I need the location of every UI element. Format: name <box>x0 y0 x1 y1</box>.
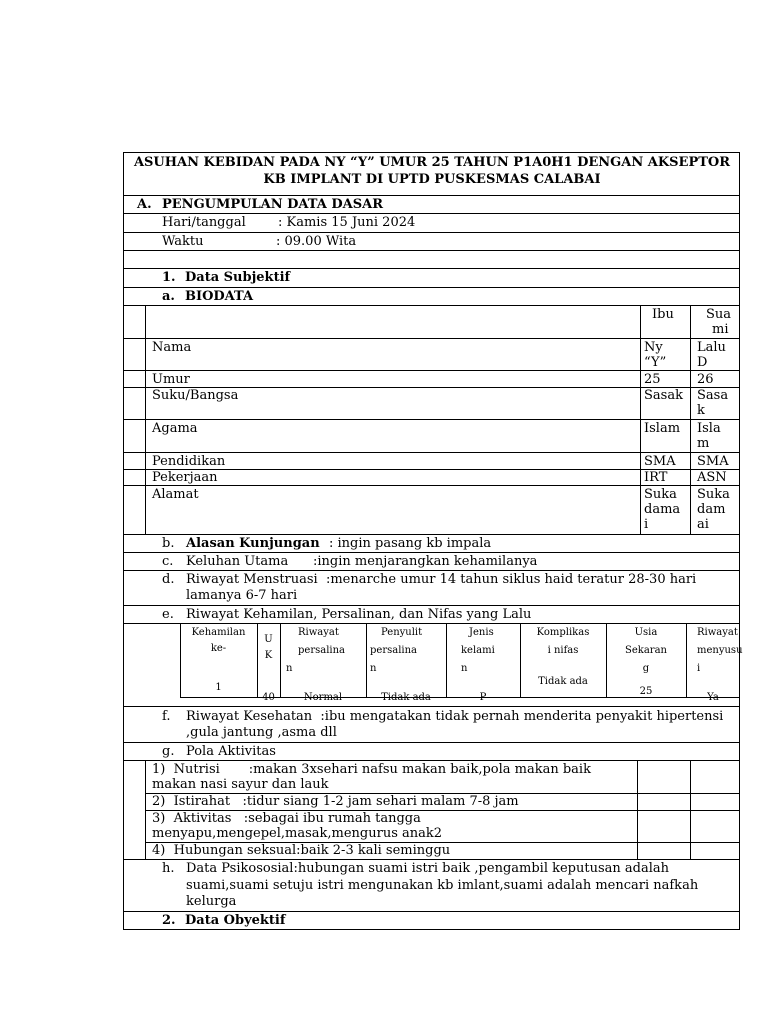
header-line: K <box>264 650 273 661</box>
menstruasi-marker: d. <box>162 572 175 587</box>
biodata-col-line <box>690 305 691 534</box>
row-line <box>123 419 740 420</box>
header-line: n <box>286 663 293 674</box>
psikososial-marker: h. <box>162 861 175 876</box>
menstruasi-line1: Riwayat Menstruasi :menarche umur 14 tahun siklus haid teratur 28-30 hari <box>186 572 697 587</box>
row-line <box>123 859 740 860</box>
row-line <box>123 929 740 930</box>
biodata-suami: m <box>697 436 710 451</box>
kehamilan-cell: Tidak ada <box>381 692 431 703</box>
alasan-value: : ingin pasang kb impala <box>329 536 492 551</box>
obyektif-heading: Data Obyektif <box>185 913 286 928</box>
subjektif-marker: 1. <box>162 270 176 285</box>
biodata-label: Agama <box>152 421 198 436</box>
biodata-col-suami: Sua <box>706 307 732 322</box>
kehamilan-header-uk <box>257 634 280 662</box>
header-line: U <box>264 634 273 645</box>
biodata-label: Umur <box>152 372 190 387</box>
row-line <box>123 338 740 339</box>
kehamilan-header-komplikasi <box>522 627 604 657</box>
row-line <box>123 742 740 743</box>
kehamilan-cell: P <box>479 692 487 703</box>
header-line: persalina <box>370 645 417 656</box>
waktu-label: Waktu <box>162 234 204 249</box>
biodata-ibu: SMA <box>644 454 676 469</box>
keluhan-marker: c. <box>162 554 174 569</box>
biodata-ibu: Suka <box>644 487 677 502</box>
header-line: Kehamilan <box>191 627 246 638</box>
header-line: Usia <box>634 627 658 638</box>
biodata-label: Suku/Bangsa <box>152 388 239 403</box>
biodata-ibu: i <box>644 517 649 532</box>
header-line: ke- <box>210 643 227 654</box>
kehamilan-cell: 25 <box>639 686 653 697</box>
header-line: menyusu <box>697 645 743 656</box>
row-line <box>123 570 740 571</box>
row-line <box>123 268 740 269</box>
biodata-marker: a. <box>162 289 175 304</box>
row-line <box>123 623 740 624</box>
row-line <box>123 232 740 233</box>
biodata-label: Pekerjaan <box>152 470 218 485</box>
biodata-suami: Lalu <box>697 340 726 355</box>
row-line <box>123 287 740 288</box>
document-title: ASUHAN KEBIDAN PADA NY “Y” UMUR 25 TAHUN P1A0H1 DENGAN AKSEPTOR KB IMPLANT DI UPTD PUSKESMAS CALABAI <box>133 155 731 187</box>
header-line: i <box>697 663 701 674</box>
biodata-suami: dam <box>697 502 726 517</box>
biodata-label: Pendidikan <box>152 454 226 469</box>
pola-item: 1) Nutrisi :makan 3xsehari nafsu makan baik,pola makan baik <box>152 762 591 777</box>
biodata-suami: D <box>697 355 708 370</box>
psikososial-line: Data Psikososial:hubungan suami istri baik ,pengambil keputusan adalah <box>186 861 670 876</box>
kesehatan-line1: Riwayat Kesehatan :ibu mengatakan tidak pernah menderita penyakit hipertensi <box>186 709 724 724</box>
biodata-suami: Isla <box>697 421 721 436</box>
psikososial-line: suami,suami setuju istri mengunakan kb imlant,suami adalah mencari nafkah <box>186 878 699 893</box>
biodata-ibu: “Y” <box>644 355 667 370</box>
biodata-ibu: IRT <box>644 470 668 485</box>
biodata-suami: Suka <box>697 487 730 502</box>
biodata-suami: Sasa <box>697 388 729 403</box>
hari-label: Hari/tanggal <box>162 215 246 230</box>
biodata-suami: ASN <box>697 470 727 485</box>
pola-heading: Pola Aktivitas <box>186 744 276 759</box>
menstruasi-line2: lamanya 6-7 hari <box>186 588 298 603</box>
kehamilan-cell: Normal <box>303 692 343 703</box>
obyektif-marker: 2. <box>162 913 176 928</box>
alasan-label: Alasan Kunjungan <box>186 536 320 551</box>
row-line <box>123 195 740 196</box>
header-line: Komplikas <box>536 627 590 638</box>
pola-item: 4) Hubungan seksual:baik 2-3 kali seminggu <box>152 843 451 858</box>
psikososial-line: kelurga <box>186 894 237 909</box>
row-line <box>123 152 740 153</box>
subjektif-heading: Data Subjektif <box>185 270 291 285</box>
row-line <box>123 760 740 761</box>
pola-item: menyapu,mengepel,masak,mengurus anak2 <box>152 826 443 841</box>
section-a-marker: A. <box>137 197 152 212</box>
kesehatan-marker: f. <box>162 709 171 724</box>
biodata-ibu: Sasak <box>644 388 683 403</box>
kehamilan-cell: 1 <box>215 682 222 693</box>
pola-marker: g. <box>162 744 175 759</box>
header-line: i nifas <box>547 645 579 656</box>
header-line: Jenis <box>469 627 494 638</box>
alasan-marker: b. <box>162 536 175 551</box>
hari-value: : Kamis 15 Juni 2024 <box>278 215 416 230</box>
header-line: g <box>642 663 650 674</box>
header-line: Sekaran <box>625 645 667 656</box>
row-line <box>123 911 740 912</box>
row-line <box>123 452 740 453</box>
row-line <box>123 706 740 707</box>
kehamilan-cell: 40 <box>262 692 275 703</box>
pola-item: 2) Istirahat :tidur siang 1-2 jam sehari malam 7-8 jam <box>152 794 519 809</box>
header-line: Riwayat <box>697 627 738 638</box>
kehamilan-cell: Ya <box>707 692 719 703</box>
biodata-label: Alamat <box>152 487 199 502</box>
header-line: n <box>370 663 377 674</box>
waktu-value: : 09.00 Wita <box>276 234 357 249</box>
row-line <box>123 305 740 306</box>
row-line <box>123 552 740 553</box>
header-line: persalina <box>298 645 345 656</box>
biodata-ibu: Islam <box>644 421 681 436</box>
biodata-suami: 26 <box>697 372 714 387</box>
kehamilan-cell: Tidak ada <box>538 676 588 687</box>
kehamilan-header-ke <box>180 627 257 655</box>
kehamilan-data-row <box>180 676 740 703</box>
biodata-suami: ai <box>697 517 709 532</box>
pola-item: 3) Aktivitas :sebagai ibu rumah tangga <box>152 811 421 826</box>
row-line <box>123 605 740 606</box>
kehamilan-header-usia <box>608 627 684 675</box>
kehamilan-marker: e. <box>162 607 174 622</box>
biodata-ibu: Ny <box>644 340 663 355</box>
biodata-suami: SMA <box>697 454 729 469</box>
biodata-ibu: dama <box>644 502 681 517</box>
kehamilan-header-riwayat-persalinan <box>286 627 362 675</box>
header-line: n <box>461 663 468 674</box>
row-line <box>123 534 740 535</box>
biodata-col-line <box>640 305 641 534</box>
biodata-suami: k <box>697 403 705 418</box>
row-line <box>123 213 740 214</box>
pola-item: makan nasi sayur dan lauk <box>152 777 329 792</box>
biodata-label: Nama <box>152 340 192 355</box>
biodata-ibu: 25 <box>644 372 661 387</box>
header-line: kelami <box>461 645 495 656</box>
header-line: Penyulit <box>381 627 423 638</box>
biodata-col-line <box>145 305 146 534</box>
kehamilan-header-penyulit <box>370 627 444 675</box>
header-line: Riwayat <box>298 627 339 638</box>
kesehatan-line2: ,gula jantung ,asma dll <box>186 725 337 740</box>
section-a-heading: PENGUMPULAN DATA DASAR <box>162 197 384 212</box>
kehamilan-heading: Riwayat Kehamilan, Persalinan, dan Nifas yang Lalu <box>186 607 532 622</box>
biodata-col-suami: mi <box>712 322 729 337</box>
biodata-heading: BIODATA <box>185 289 254 304</box>
row-line <box>123 250 740 251</box>
keluhan-text: Keluhan Utama :ingin menjarangkan kehamilanya <box>186 554 538 569</box>
kehamilan-header-jenis-kelamin <box>450 627 518 675</box>
biodata-col-ibu: Ibu <box>652 307 674 322</box>
